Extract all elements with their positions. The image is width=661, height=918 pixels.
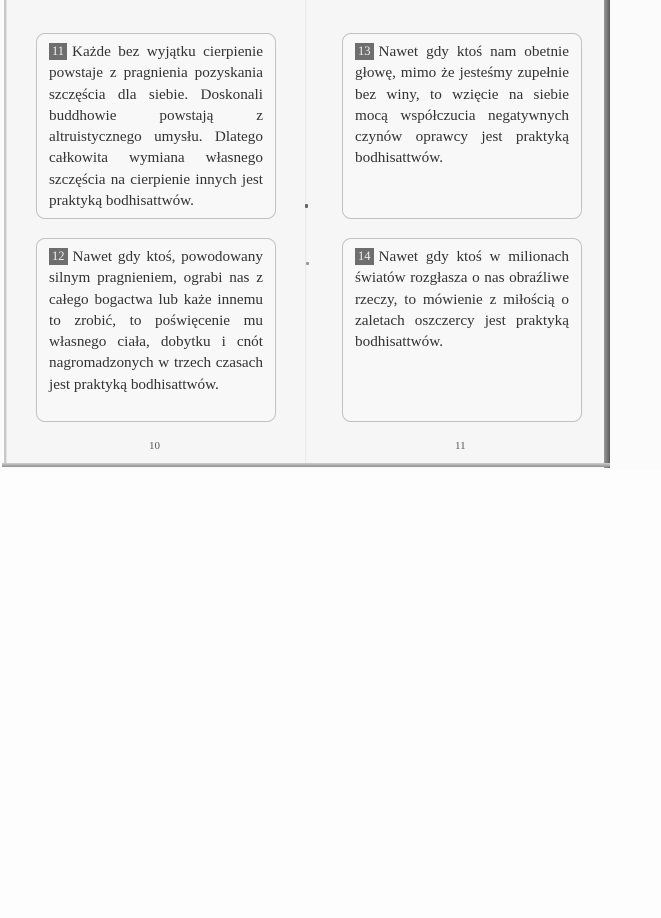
verse-text: Nawet gdy ktoś w milionach światów rozgłasza o nas obraźliwe rzeczy, to mówienie z miłością o zaletach oszczercy jest praktyką bodhisattwów.	[355, 248, 569, 351]
verse-card-13	[342, 33, 582, 219]
book-spine	[305, 0, 307, 465]
verse-card-12	[36, 238, 276, 422]
verse-number-badge: 12	[49, 248, 68, 265]
book-edge-bottom	[2, 463, 610, 467]
verse-number-badge: 11	[49, 43, 67, 60]
gutter-mark	[305, 204, 308, 208]
verse-number-badge: 13	[355, 43, 374, 60]
verse-number-badge: 14	[355, 248, 374, 265]
verse-card-11	[36, 33, 276, 219]
page-number-left: 10	[149, 440, 160, 452]
scan-background	[0, 470, 661, 918]
verse-paragraph	[355, 41, 569, 169]
book-edge-right	[604, 0, 610, 468]
page-number-right: 11	[455, 440, 466, 452]
verse-card-14	[342, 238, 582, 422]
verse-paragraph	[49, 246, 263, 395]
verse-text: Każde bez wyjątku cierpienie powstaje z pragnienia pozyskania szczęścia dla siebie. Doskonali buddhowie powstają z altruistycznego umysłu. Dlatego całkowita wymiana własnego szczęścia na cierpienie innych jest praktyką bodhisattwów.	[49, 43, 263, 210]
verse-paragraph	[355, 246, 569, 352]
verse-text: Nawet gdy ktoś nam obetnie głowę, mimo że jesteśmy zupełnie bez winy, to wzięcie na siebie mocą współczucia negatywnych czynów oprawcy jest praktyką bodhisattwów.	[355, 43, 569, 167]
gutter-mark	[306, 262, 309, 265]
verse-paragraph	[49, 41, 263, 211]
verse-text: Nawet gdy ktoś, powodowany silnym pragnieniem, ograbi nas z całego bogactwa lub każe innemu to zrobić, to poświęcenie mu własnego ciała, dobytku i cnót nagromadzonych w trzech czasach jest praktyką bodhisattwów.	[49, 248, 263, 393]
